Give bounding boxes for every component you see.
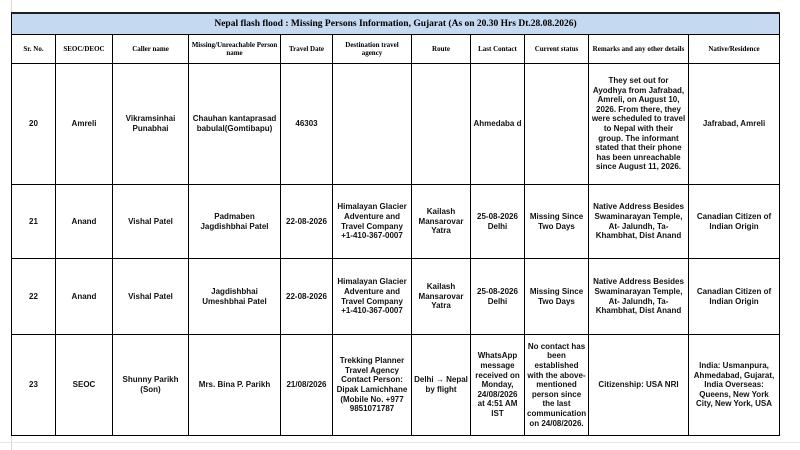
col-header-agency: Destination travel agency bbox=[333, 35, 412, 64]
cell-caller: Vishal Patel bbox=[113, 185, 189, 259]
table-row bbox=[12, 64, 780, 185]
cell-last-contact: 25-08-2026 Delhi bbox=[471, 185, 525, 259]
col-header-caller-name: Caller name bbox=[113, 35, 189, 64]
cell-status: No contact has been established with the above-mentioned person since the last communication on 24/08/2026. bbox=[525, 335, 589, 436]
cell-sr-no: 22 bbox=[12, 259, 56, 335]
cell-status: Missing Since Two Days bbox=[525, 259, 589, 335]
table-row bbox=[12, 185, 780, 259]
cell-seoc: Anand bbox=[56, 259, 113, 335]
cell-last-contact: Ahmedaba d bbox=[471, 64, 525, 185]
cell-seoc: SEOC bbox=[56, 335, 113, 436]
cell-caller: Vishal Patel bbox=[113, 259, 189, 335]
cell-missing-person: Mrs. Bina P. Parikh bbox=[189, 335, 281, 436]
cell-agency: Trekking Planner Travel Agency Contact Person: Dipak Lamichhane (Mobile No. +977 9851071787 bbox=[333, 335, 412, 436]
cell-native: Jafrabad, Amreli bbox=[689, 64, 780, 185]
cell-missing-person: Padmaben Jagdishbhai Patel bbox=[189, 185, 281, 259]
cell-seoc: Amreli bbox=[56, 64, 113, 185]
cell-caller: Vikramsinhai Punabhai bbox=[113, 64, 189, 185]
cell-route: Kailash Mansarovar Yatra bbox=[412, 185, 471, 259]
cell-agency: Himalayan Glacier Adventure and Travel Company +1-410-367-0007 bbox=[333, 259, 412, 335]
col-header-seoc-deoc: SEOC/DEOC bbox=[56, 35, 113, 64]
col-header-last-contact: Last Contact bbox=[471, 35, 525, 64]
table-row bbox=[12, 335, 780, 436]
col-header-native-residence: Native/Residence bbox=[689, 35, 780, 64]
page-bottom-rule bbox=[0, 442, 800, 443]
cell-last-contact: WhatsApp message received on Monday, 24/08/2026 at 4:51 AM IST bbox=[471, 335, 525, 436]
cell-travel-date: 22-08-2026 bbox=[281, 259, 333, 335]
col-header-sr-no: Sr. No. bbox=[12, 35, 56, 64]
cell-route bbox=[412, 64, 471, 185]
cell-status bbox=[525, 64, 589, 185]
cell-agency: Himalayan Glacier Adventure and Travel Company +1-410-367-0007 bbox=[333, 185, 412, 259]
cell-last-contact: 25-08-2026 Delhi bbox=[471, 259, 525, 335]
cell-travel-date: 46303 bbox=[281, 64, 333, 185]
cell-missing-person: Chauhan kantaprasad babulal(Gomtibapu) bbox=[189, 64, 281, 185]
col-header-missing-person: Missing/Unreachable Person name bbox=[189, 35, 281, 64]
col-header-remarks: Remarks and any other details bbox=[589, 35, 689, 64]
cell-route: Kailash Mansarovar Yatra bbox=[412, 259, 471, 335]
cell-remarks: Native Address Besides Swaminarayan Temple, At- Jalundh, Ta- Khambhat, Dist Anand bbox=[589, 259, 689, 335]
col-header-travel-date: Travel Date bbox=[281, 35, 333, 64]
cell-remarks: Citizenship: USA NRI bbox=[589, 335, 689, 436]
table-header-row bbox=[12, 35, 780, 64]
cell-remarks: They set out for Ayodhya from Jafrabad, Amreli, on August 10, 2026. From there, they were scheduled to travel to Nepal with their group. The informant stated that their phone has been unreachable since August 11, 2026. bbox=[589, 64, 689, 185]
table-title: Nepal flash flood : Missing Persons Information, Gujarat (As on 20.30 Hrs Dt.28.08.2026) bbox=[12, 13, 780, 35]
col-header-route: Route bbox=[412, 35, 471, 64]
table-title-row bbox=[12, 13, 780, 35]
cell-native: Canadian Citizen of Indian Origin bbox=[689, 259, 780, 335]
table-row bbox=[12, 259, 780, 335]
cell-native: India: Usmanpura, Ahmedabad, Gujarat, India Overseas: Queens, New York City, New York, USA bbox=[689, 335, 780, 436]
cell-sr-no: 21 bbox=[12, 185, 56, 259]
missing-persons-table bbox=[11, 12, 780, 436]
cell-sr-no: 20 bbox=[12, 64, 56, 185]
cell-status: Missing Since Two Days bbox=[525, 185, 589, 259]
cell-caller: Shunny Parikh (Son) bbox=[113, 335, 189, 436]
cell-sr-no: 23 bbox=[12, 335, 56, 436]
cell-remarks: Native Address Besides Swaminarayan Temple, At- Jalundh, Ta- Khambhat, Dist Anand bbox=[589, 185, 689, 259]
cell-travel-date: 22-08-2026 bbox=[281, 185, 333, 259]
col-header-current-status: Current status bbox=[525, 35, 589, 64]
cell-seoc: Anand bbox=[56, 185, 113, 259]
cell-native: Canadian Citizen of Indian Origin bbox=[689, 185, 780, 259]
cell-route: Delhi → Nepal by flight bbox=[412, 335, 471, 436]
cell-travel-date: 21/08/2026 bbox=[281, 335, 333, 436]
cell-agency bbox=[333, 64, 412, 185]
cell-missing-person: Jagdishbhai Umeshbhai Patel bbox=[189, 259, 281, 335]
